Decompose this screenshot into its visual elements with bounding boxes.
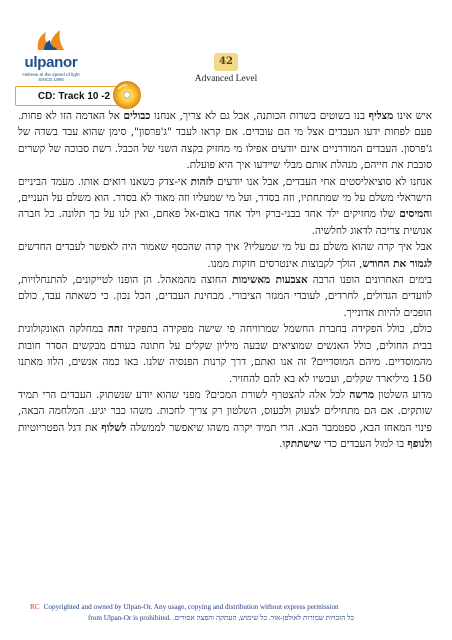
text-run: שלו מחזיקים ילד אחד בבני-ברק וילד אחד באום-אל פאחם, ואין לנו על כך תלונה. כל חברה אנושית צריכה לדאוג לחלשיה. (18, 208, 432, 237)
text-run: אנחנו לא סוציאליסטים אחי העבדים, אבל אנו יודעים (213, 175, 432, 188)
bold-term: אצבעות מאשימות (232, 274, 308, 287)
bold-term: מרשה (349, 388, 375, 401)
bold-term: כבולים (123, 110, 151, 122)
bold-term: לשלוף (101, 421, 127, 434)
logo-tagline: Hebrew at the speed of light SINCE 1995 (22, 72, 80, 83)
bold-term: זהה (108, 323, 123, 336)
ulpanor-logo (12, 28, 90, 90)
cd-track-label: CD: Track 10 -2 (15, 86, 133, 106)
text-run: כולם, כולל הפקידה בחברת החשמל שמרוויחה פי שישה מפקידה בתפקיד (122, 323, 432, 336)
bold-term: מצליף (368, 110, 394, 122)
bold-term: לגמור את החודש (362, 257, 432, 270)
bold-term: לזהות (190, 175, 214, 188)
paragraph (18, 108, 432, 174)
logo-flame-icon (30, 28, 70, 54)
text-run: אי-צדק כשאנו רואים אותו. מעמד הביניים הישראלי משלם על מי שמתחתיו, וזה בסדר, ועל מי שמעליו וזה מאוד לא בסדר. הוא משלם על העניים, ו (18, 175, 432, 221)
text-run: בימים האחרונים הופנו הרבה (307, 274, 432, 287)
bold-term: המיסים (399, 208, 430, 221)
copyright-line-1: RC Copyrighted and owned by Ulpan-Or. Any usage, copying and distribution without express permission (30, 603, 339, 611)
text-run: איש אינו (393, 110, 432, 122)
text-run: החוצה מהמאהל. הן הופנו לטייקונים, להתנחלויות, לוועדים הגדולים, לחרדים, לעובדי המגזר הציבורי. מבחינת העבדים, הכל נכון. כי כשאתה עבד, כולם הופכים להיות אדונייך. (18, 274, 432, 319)
paragraph (18, 174, 432, 240)
footer-mark: RC (30, 603, 40, 611)
text-run: את דגל הפטריוטיות (18, 421, 102, 434)
paragraph (18, 239, 432, 272)
text-run: במחלקה האונקולוגית בבית החולים, כולל האנשים שמוציאים שבעה מיליון שקלים על חתונה בעודם מבקשים הסדר חובות מהמוסדיים. מיהם המוסדיים? זה אנו ואתם, דרך קרנות הפנסיה שלנו. באו כמה אנשים, הלוו מאתנו 150 מיליארד שקלים, ועכשיו לא בא להם להחזיר. (18, 323, 432, 385)
text-run: , הולך לקבוצות אינטרסים חזקות ממנו. (207, 257, 363, 270)
text-run: בו למול העבדים כדי (320, 438, 408, 451)
logo-wordmark: ulpanor (24, 54, 78, 71)
article-body (18, 108, 432, 453)
cd-disc-icon (112, 80, 142, 110)
text-run: מדוע השלטון (374, 388, 432, 401)
text-run: אל האדמה הזו לא פחות. פעם לפחות ידעו העבדים אצל מי הם עובדים. אם קראו לעבד "ג'פרסון", סימן שהוא עבד בשדה של ג'פרסון. העבדים המודרניים אינם יודעים אפילו מי מחזיק בקצה השני של הכבל. רשת סבוכה של קשרים סובבת את חייהם, מנהלת אותם מבלי שיידעו איך היא פועלת. (18, 110, 432, 172)
copyright-hebrew: כל הזכויות שמורות לאולפן-אור. כל שימוש, העתקה והפצה אסורים. (172, 614, 354, 622)
page-number-badge: 42 (214, 53, 238, 71)
copyright-line-2: from Ulpan-Or is prohibited. כל הזכויות שמורות לאולפן-אור. כל שימוש, העתקה והפצה אסורים. (88, 614, 354, 622)
text-run: אבל איך קרה שהוא משלם גם על מי שמעליו? איך קרה שהכסף שאמור היה לאפשר לעבדים החדשים (18, 241, 432, 254)
level-label: Advanced Level (194, 74, 258, 84)
text-run: . (279, 438, 283, 451)
paragraph (18, 387, 432, 453)
copyright-footer (30, 602, 440, 624)
bold-term: ולנופף (407, 438, 432, 451)
paragraph (18, 272, 432, 321)
text-run: בנו בשוטים בשדות הכותנה, אבל גם לא צריך, אנחנו (150, 110, 369, 122)
paragraph (18, 321, 432, 387)
bold-term: שישתתקו (282, 438, 321, 451)
text-run: לכל אלה להצטרף לשורת המכים? מפני שהוא יודע שנשתוק. העבדים הרי תמיד שותקים. אם הם מתחילים לצעוק ולכעוס, השלטון רק צריך לחכות. משהו כבר יגיע. המלחמה הבאה, פינוי המאחז הבא, ספטמבר הבא. הרי תמיד יקרה משהו שיאפשר לממשלה (18, 388, 433, 434)
